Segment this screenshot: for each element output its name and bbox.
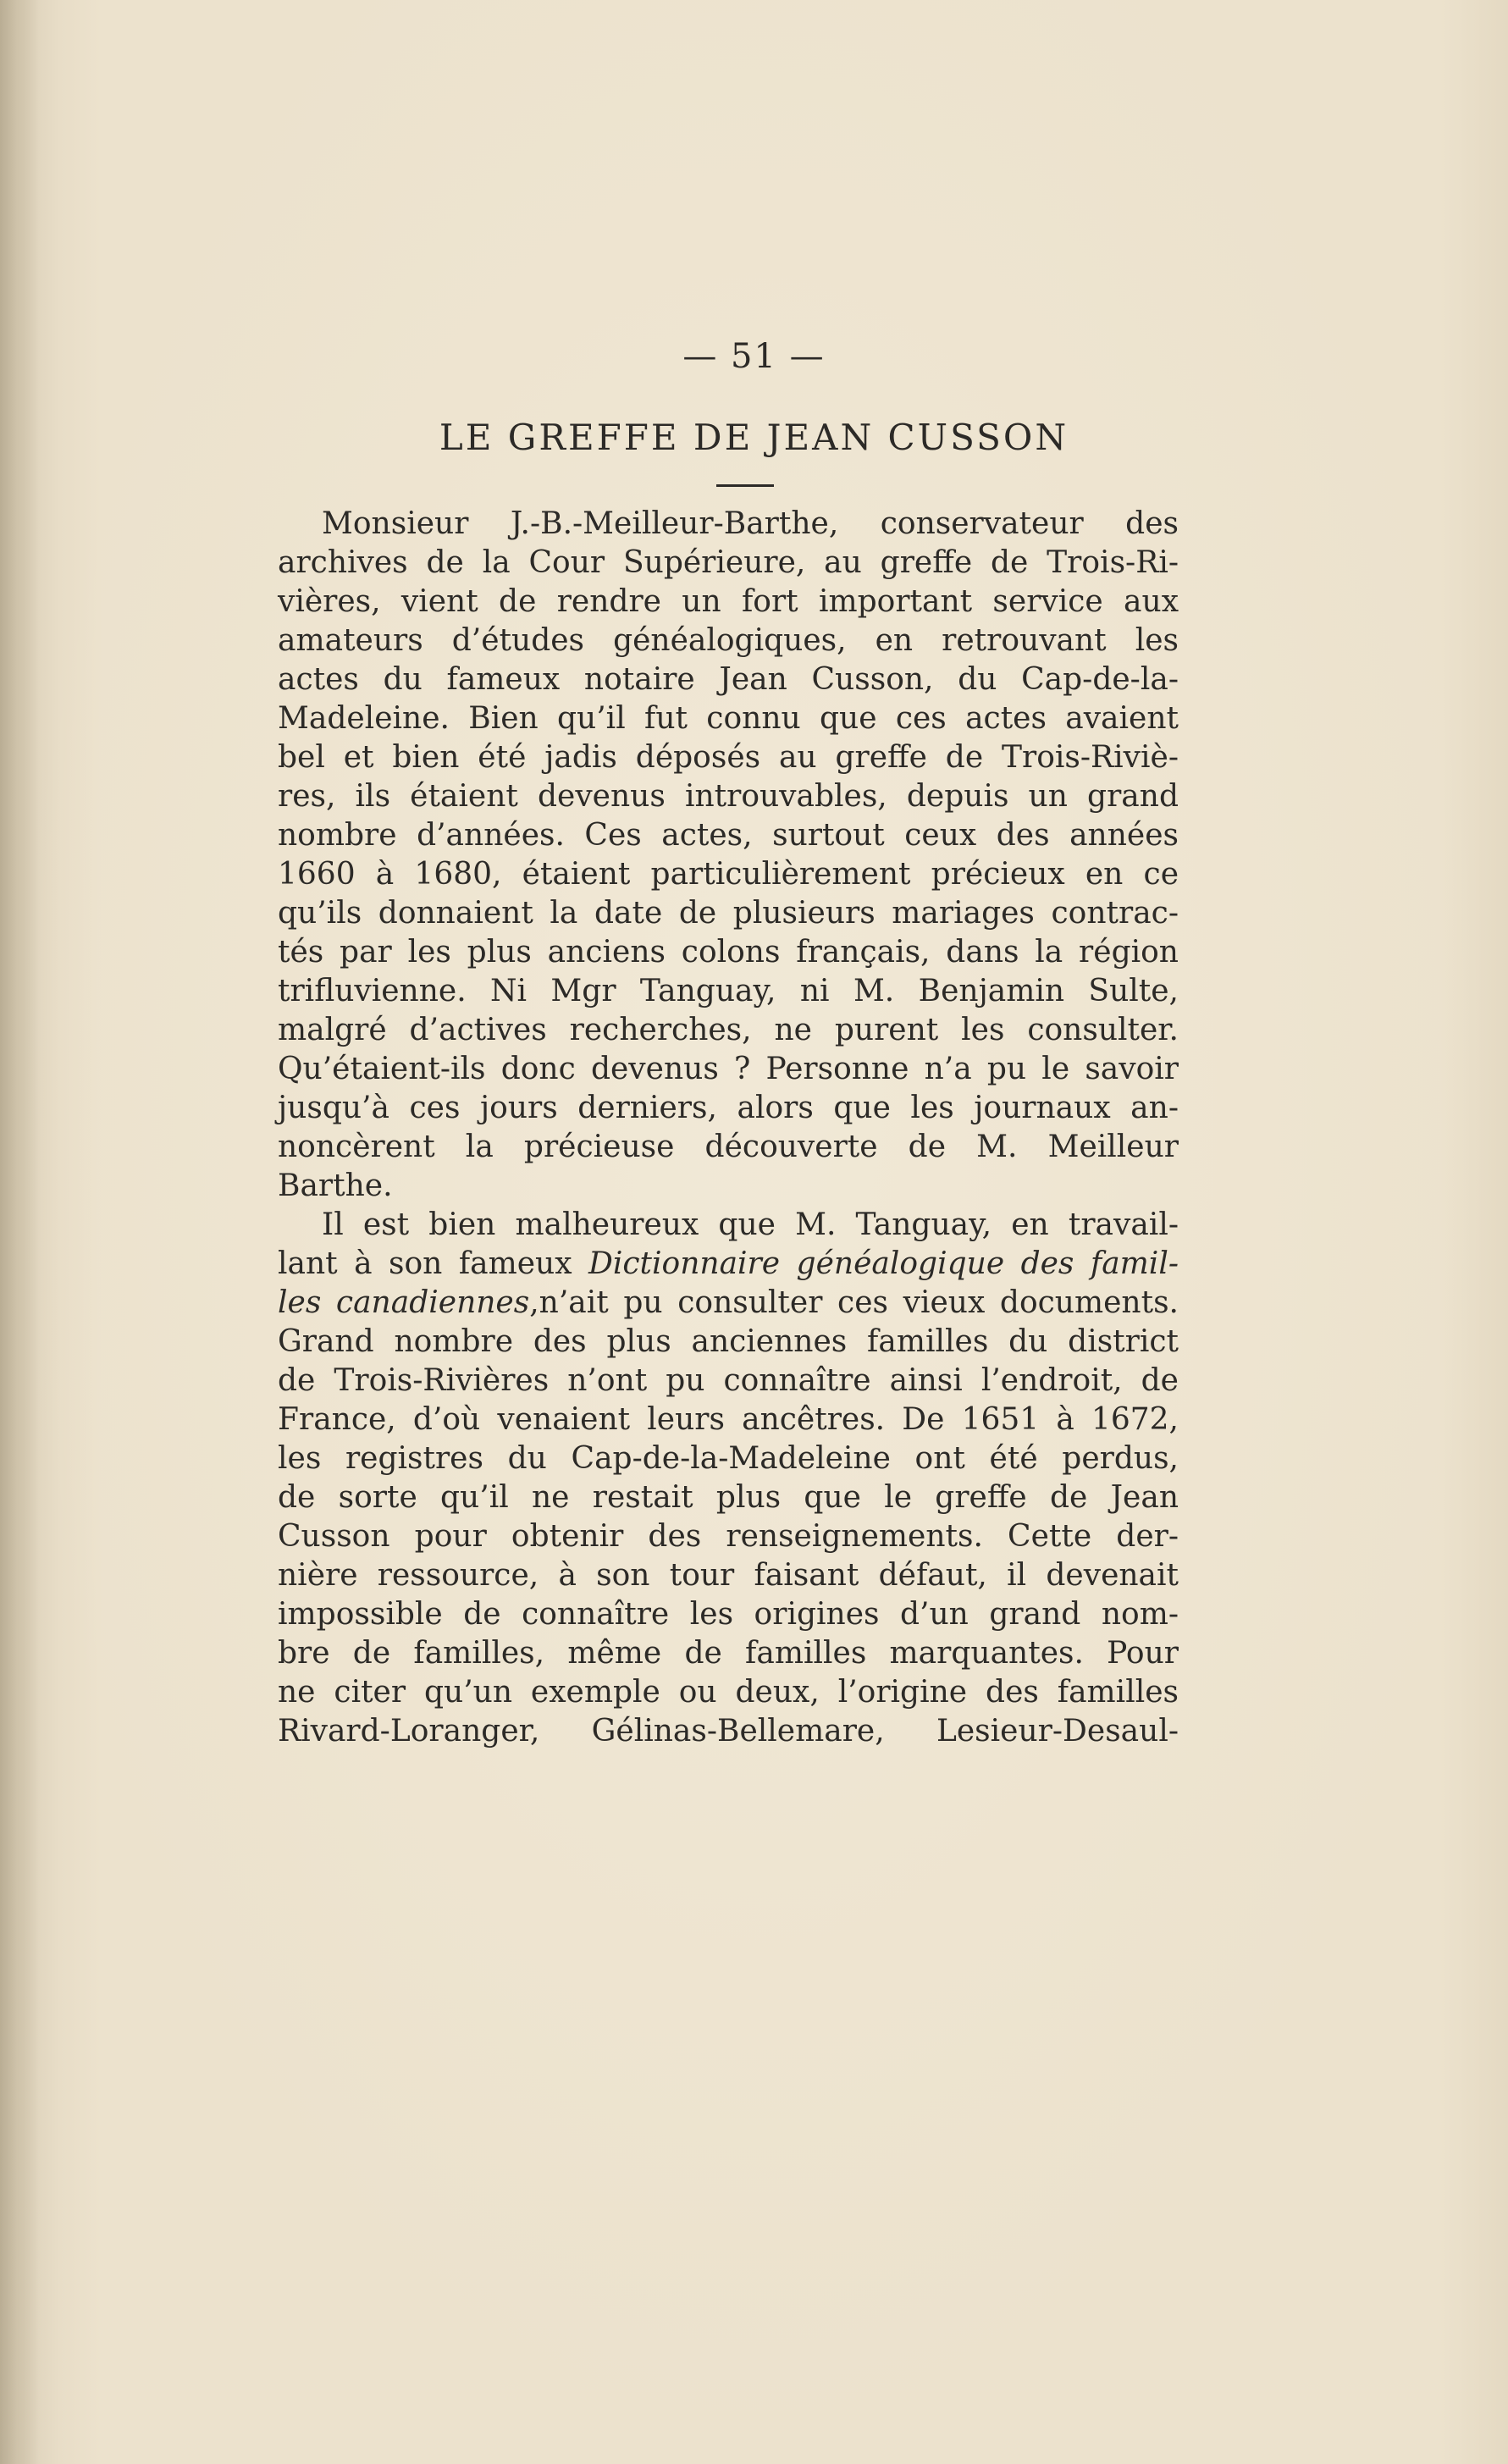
text-line: ne citer qu’un exemple ou deux, l’origine des familles xyxy=(278,1675,1179,1710)
text-line: trifluvienne. Ni Mgr Tanguay, ni M. Benjamin Sulte, xyxy=(278,974,1179,1008)
dictionary-title-part-2: les canadiennes xyxy=(278,1285,530,1320)
text-line: noncèrent la précieuse découverte de M. Meilleur xyxy=(278,1130,1179,1164)
paragraph-1 xyxy=(278,505,1179,1206)
article-body xyxy=(278,505,1179,1751)
text-line: vières, vient de rendre un fort important service aux xyxy=(278,584,1179,619)
page-number: — 51 — xyxy=(682,337,826,376)
text-line xyxy=(278,1245,1179,1284)
text-line: Cusson pour obtenir des renseignements. Cette der- xyxy=(278,1519,1179,1554)
title-rule xyxy=(716,484,774,487)
text-line: Madeleine. Bien qu’il fut connu que ces actes avaient xyxy=(278,701,1179,736)
text-line: tés par les plus anciens colons français, dans la région xyxy=(278,935,1179,970)
text-line: amateurs d’études généalogiques, en retrouvant les xyxy=(278,623,1179,658)
text-line: bre de familles, même de familles marquantes. Pour xyxy=(278,1636,1179,1671)
text-line xyxy=(278,1284,1179,1323)
text-line: Il est bien malheureux que M. Tanguay, en travail- xyxy=(322,1207,1179,1242)
text-line: qu’ils donnaient la date de plusieurs mariages contrac- xyxy=(278,896,1179,931)
text-line: de sorte qu’il ne restait plus que le greffe de Jean xyxy=(278,1480,1179,1515)
dictionary-title-part-1: Dictionnaire généalogique des famil- xyxy=(588,1246,1179,1281)
text-line: 1660 à 1680, étaient particulièrement précieux en ce xyxy=(278,857,1179,892)
text-line: Rivard-Loranger, Gélinas-Bellemare, Lesieur-Desaul- xyxy=(278,1714,1179,1749)
text-line: de Trois-Rivières n’ont pu connaître ainsi l’endroit, de xyxy=(278,1363,1179,1398)
text-line: bel et bien été jadis déposés au greffe de Trois-Riviè- xyxy=(278,740,1179,775)
text-line: nombre d’années. Ces actes, surtout ceux des années xyxy=(278,818,1179,853)
text-run: ,n’ait pu consulter ces vieux documents. xyxy=(529,1285,1179,1320)
text-line: Barthe. xyxy=(278,1168,393,1203)
text-line: les registres du Cap-de-la-Madeleine ont été perdus, xyxy=(278,1441,1179,1476)
text-line: nière ressource, à son tour faisant défaut, il devenait xyxy=(278,1558,1179,1593)
text-line: Qu’étaient-ils donc devenus ? Personne n’a pu le savoir xyxy=(278,1052,1179,1086)
text-line: actes du fameux notaire Jean Cusson, du Cap-de-la- xyxy=(278,662,1179,697)
text-line: Grand nombre des plus anciennes familles du district xyxy=(278,1324,1179,1359)
text-line: archives de la Cour Supérieure, au greffe de Trois-Ri- xyxy=(278,545,1179,580)
text-line: malgré d’actives recherches, ne purent les consulter. xyxy=(278,1013,1179,1047)
text-line: France, d’où venaient leurs ancêtres. De 1651 à 1672, xyxy=(278,1402,1179,1437)
paragraph-2 xyxy=(278,1206,1179,1751)
text-line: impossible de connaître les origines d’un grand nom- xyxy=(278,1597,1179,1632)
text-run: lant à son fameux xyxy=(278,1246,589,1281)
text-line: jusqu’à ces jours derniers, alors que les journaux an- xyxy=(278,1091,1179,1125)
article-title: LE GREFFE DE JEAN CUSSON xyxy=(439,417,1069,458)
text-line: res, ils étaient devenus introuvables, depuis un grand xyxy=(278,779,1179,814)
text-line: Monsieur J.-B.-Meilleur-Barthe, conservateur des xyxy=(322,506,1179,541)
